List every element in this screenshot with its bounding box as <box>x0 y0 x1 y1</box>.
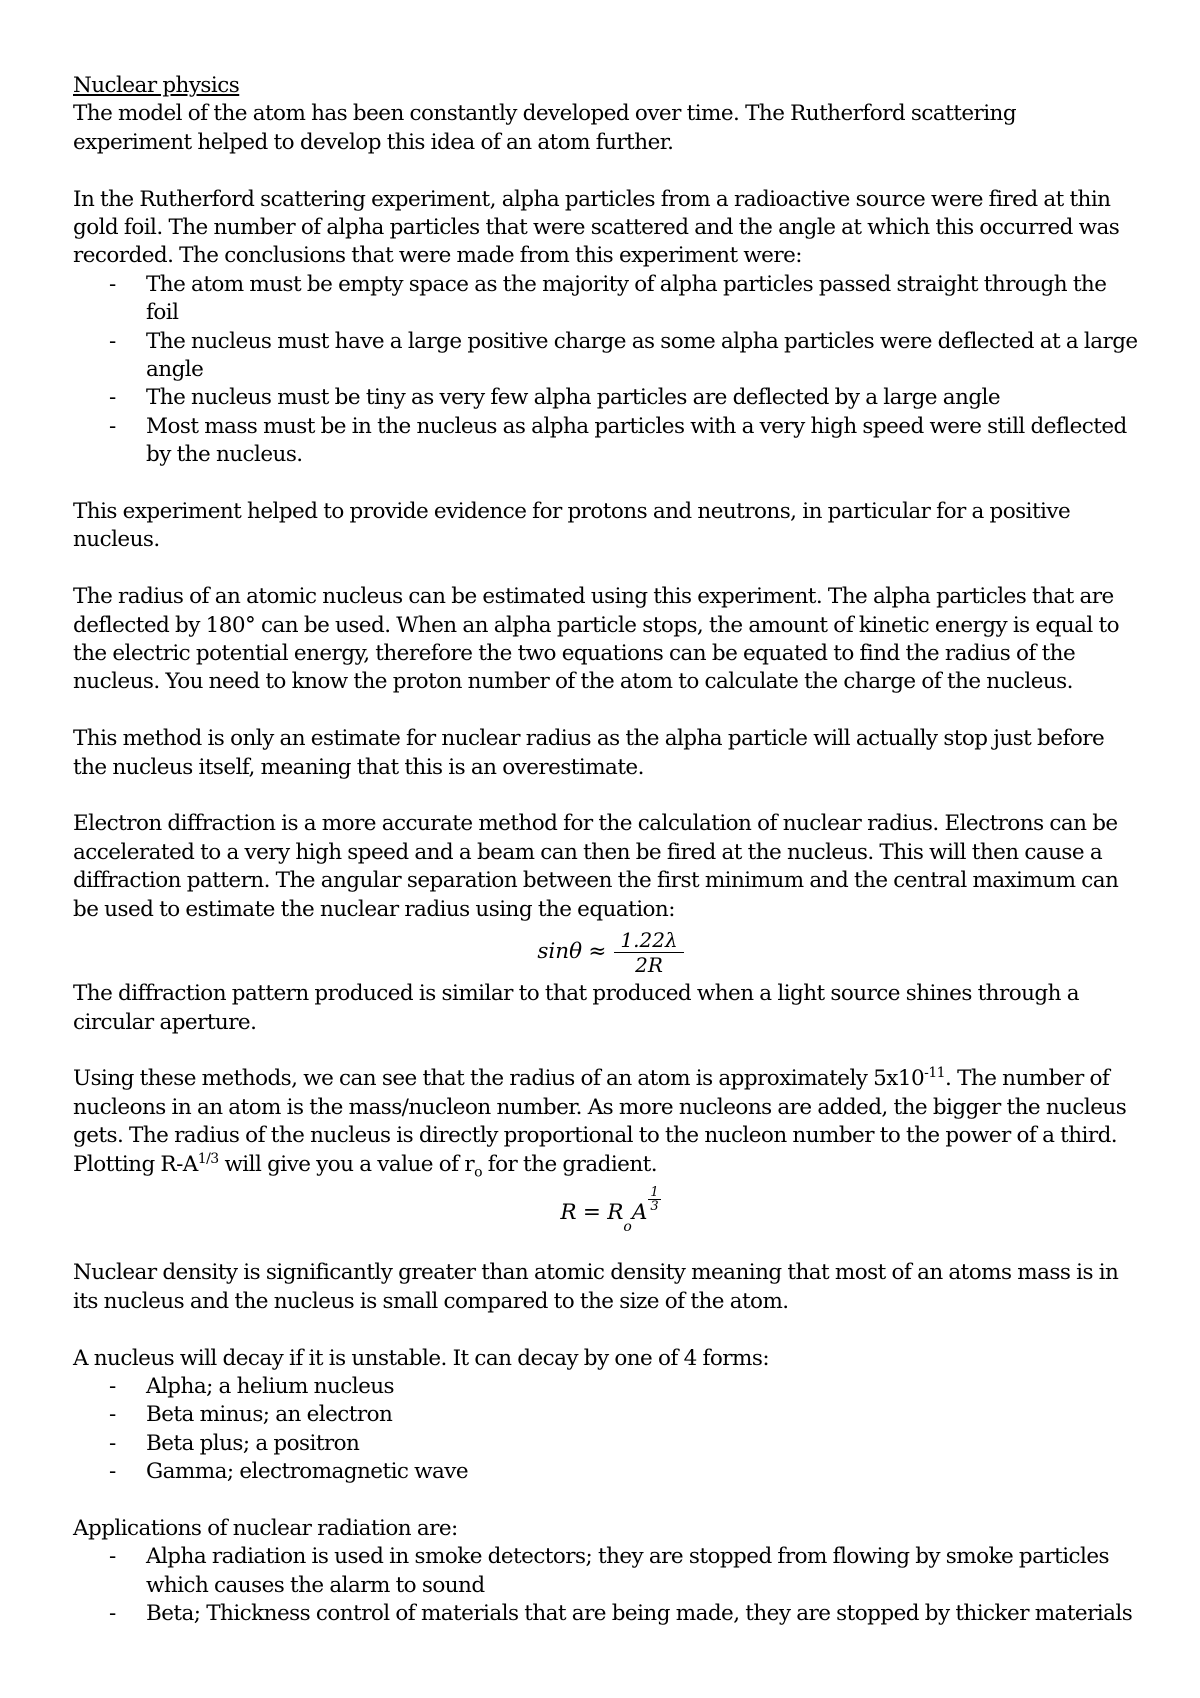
dash-bullet: - <box>109 1544 116 1570</box>
radius-paragraph: The radius of an atomic nucleus can be estimated using this experiment. The alpha particles that are deflected by 180° can be used. When an alpha particle stops, the amount of kinetic energy is equal to the electric potential energy, therefore the two equations can be equated to find the radius of the nucleus. You need to know the proton number of the atom to calculate the charge of the nucleus. <box>73 584 1119 695</box>
methods-text-2: . The number of nucleons in an atom is the mass/nucleon number. As more nucleons are added, the bigger the nucleus gets. The radius of the nucleus is directly proportional to the nucleon number to the power of a third. Plotting R-A <box>73 1066 1127 1177</box>
list-item <box>73 1401 1140 1429</box>
list-item <box>73 271 1140 328</box>
list-item <box>73 1430 1140 1458</box>
list-item-text: Beta plus; a positron <box>146 1430 360 1456</box>
methods-paragraph <box>73 1065 1140 1179</box>
list-item-text: Alpha radiation is used in smoke detectors; they are stopped from flowing by smoke particles which causes the alarm to sound <box>146 1544 1110 1598</box>
page-title: Nuclear physics <box>73 73 240 98</box>
dash-bullet: - <box>109 1459 116 1485</box>
methods-text-3: will give you a value of r <box>218 1151 475 1177</box>
electron-diffraction-paragraph: Electron diffraction is a more accurate method for the calculation of nuclear radius. Electrons can be accelerated to a very high speed and a beam can then be fired at the nucleus. This will then cause a diffraction pattern. The angular separation between the first minimum and the central maximum can be used to estimate the nuclear radius using the equation: <box>73 811 1119 922</box>
list-item <box>73 384 1140 412</box>
list-item-text: Gamma; electromagnetic wave <box>146 1459 469 1485</box>
equation-denominator: 2R <box>635 952 663 977</box>
methods-text-4: for the gradient. <box>481 1151 657 1177</box>
list-item <box>73 1543 1140 1600</box>
exponent-text: -11 <box>924 1065 946 1082</box>
list-item-text: The atom must be empty space as the majority of alpha particles passed straight through the foil <box>146 271 1107 326</box>
applications-list <box>73 1543 1140 1628</box>
list-item <box>73 413 1140 470</box>
equation-lhs: R = R <box>560 1199 624 1225</box>
equation-fraction <box>614 928 683 977</box>
dash-bullet: - <box>109 1430 116 1456</box>
dash-bullet: - <box>109 271 116 297</box>
estimate-paragraph: This method is only an estimate for nuclear radius as the alpha particle will actually stop just before the nucleus itself, meaning that this is an overestimate. <box>73 726 1105 780</box>
dash-bullet: - <box>109 1601 116 1627</box>
radius-equation: R = R o A $\frac{1}{3}$ <box>560 1184 659 1235</box>
dash-bullet: - <box>109 413 116 439</box>
diffraction-equation <box>73 924 1140 980</box>
list-item-text: Beta; Thickness control of materials that are being made, they are stopped by thicker materials <box>146 1601 1133 1627</box>
exponent-text: 1/3 <box>197 1150 219 1167</box>
dash-bullet: - <box>109 385 116 411</box>
equation-numerator: 1.22λ <box>614 928 683 953</box>
dash-bullet: - <box>109 1373 116 1399</box>
equation-lhs: sinθ ≈ <box>537 938 607 964</box>
list-item <box>73 1458 1140 1486</box>
list-item-text: Beta minus; an electron <box>146 1402 393 1428</box>
list-item-text: The nucleus must be tiny as very few alpha particles are deflected by a large angle <box>146 385 1001 411</box>
applications-intro: Applications of nuclear radiation are: <box>73 1515 458 1541</box>
exponent-numerator: 1 <box>650 1184 659 1200</box>
list-item <box>73 1600 1140 1628</box>
list-item-text: Alpha; a helium nucleus <box>146 1373 395 1399</box>
equation-base: A <box>631 1199 648 1225</box>
methods-text-1: Using these methods, we can see that the radius of an atom is approximately 5x10 <box>73 1066 925 1092</box>
subscript-text: o <box>474 1163 482 1180</box>
list-item <box>73 1373 1140 1401</box>
decay-forms-list <box>73 1373 1140 1487</box>
rutherford-paragraph: In the Rutherford scattering experiment, alpha particles from a radioactive source were fired at thin gold foil. The number of alpha particles that were scattered and the angle at which this occurred was recorded. The conclusions that were made from this experiment were: <box>73 186 1120 269</box>
evidence-paragraph: This experiment helped to provide evidence for protons and neutrons, in particular for a positive nucleus. <box>73 499 1071 553</box>
decay-intro: A nucleus will decay if it is unstable. It can decay by one of 4 forms: <box>73 1345 770 1371</box>
diffraction-pattern-paragraph: The diffraction pattern produced is similar to that produced when a light source shines through a circular aperture. <box>73 981 1079 1035</box>
intro-paragraph: The model of the atom has been constantly developed over time. The Rutherford scattering experiment helped to develop this idea of an atom further. <box>73 101 1017 155</box>
conclusions-list <box>73 271 1140 470</box>
list-item-text: Most mass must be in the nucleus as alpha particles with a very high speed were still deflected by the nucleus. <box>146 413 1127 468</box>
dash-bullet: - <box>109 328 116 354</box>
list-item <box>73 328 1140 385</box>
equation-exponent <box>648 1186 660 1213</box>
dash-bullet: - <box>109 1402 116 1428</box>
exponent-denominator: 3 <box>650 1198 659 1214</box>
density-paragraph: Nuclear density is significantly greater than atomic density meaning that most of an atoms mass is in its nucleus and the nucleus is small compared to the size of the atom. <box>73 1260 1119 1314</box>
list-item-text: The nucleus must have a large positive charge as some alpha particles were deflected at a large angle <box>146 328 1138 383</box>
